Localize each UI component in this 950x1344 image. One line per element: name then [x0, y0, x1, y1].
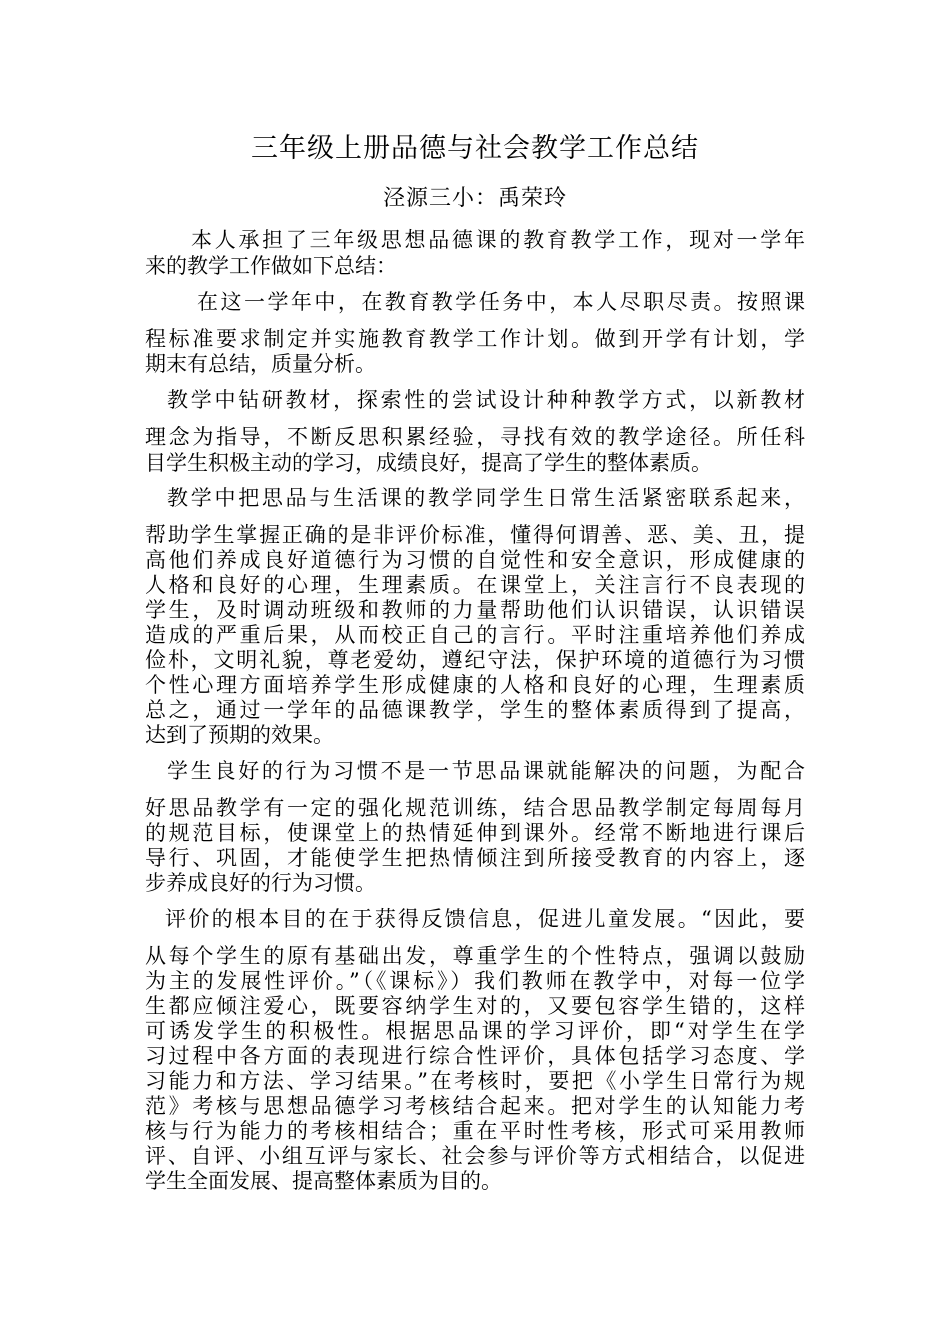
paragraph-research-line: 目学生积极主动的学习，成绩良好，提高了学生的整体素质。 [145, 451, 712, 475]
paragraph-habits-line: 导行、巩固，才能使学生把热情倾注到所接受教育的内容上，逐 [145, 846, 805, 870]
paragraph-evaluation-line: 评、自评、小组互评与家长、社会参与评价等方式相结合，以促进 [145, 1144, 805, 1168]
paragraph-research-line: 教学中钻研教材，探索性的尝试设计种种教学方式，以新教材 [167, 388, 805, 412]
paragraph-life-connection-line: 帮助学生掌握正确的是非评价标准，懂得何谓善、恶、美、丑，提 [145, 523, 805, 547]
paragraph-evaluation-line: 习能力和方法、学习结果。”在考核时，要把《小学生日常行为规 [145, 1069, 805, 1093]
paragraph-research-line: 理念为指导，不断反思积累经验，寻找有效的教学途径。所任科 [145, 425, 805, 449]
paragraph-life-connection-line: 学生，及时调动班级和教师的力量帮助他们认识错误，认识错误 [145, 598, 805, 622]
paragraph-evaluation-line: 生都应倾注爱心，既要容纳学生对的，又要包容学生错的，这样 [145, 994, 805, 1018]
paragraph-life-connection-line: 人格和良好的心理，生理素质。在课堂上，关注言行不良表现的 [145, 573, 805, 597]
paragraph-life-connection-line: 教学中把思品与生活课的教学同学生日常生活紧密联系起来， [167, 486, 805, 510]
paragraph-life-connection-line: 造成的严重后果，从而校正自己的言行。平时注重培养他们养成 [145, 623, 805, 647]
paragraph-life-connection-line: 俭朴，文明礼貌，尊老爱幼，遵纪守法，保护环境的道德行为习惯 [145, 648, 805, 672]
paragraph-planning-line: 程标准要求制定并实施教育教学工作计划。做到开学有计划，学 [145, 327, 805, 351]
paragraph-habits-line: 好思品教学有一定的强化规范训练，结合思品教学制定每周每月 [145, 796, 805, 820]
paragraph-evaluation-line: 学生全面发展、提高整体素质为目的。 [145, 1169, 502, 1193]
paragraph-planning-line: 在这一学年中，在教育教学任务中，本人尽职尽责。按照课 [197, 290, 805, 314]
paragraph-intro-line: 来的教学工作做如下总结： [145, 254, 397, 278]
paragraph-planning-line: 期末有总结，质量分析。 [145, 352, 376, 376]
document-title: 三年级上册品德与社会教学工作总结 [251, 133, 699, 164]
paragraph-evaluation-line: 范》考核与思想品德学习考核结合起来。把对学生的认知能力考 [145, 1094, 805, 1118]
paragraph-habits-line: 学生良好的行为习惯不是一节思品课就能解决的问题，为配合 [167, 759, 805, 783]
paragraph-evaluation-line: 为主的发展性评价。”（《课标》）我们教师在教学中，对每一位学 [145, 969, 805, 993]
paragraph-evaluation-line: 核与行为能力的考核相结合；重在平时性考核，形式可采用教师 [145, 1119, 805, 1143]
paragraph-evaluation-line: 可诱发学生的积极性。根据思品课的学习评价，即“对学生在学 [145, 1019, 805, 1043]
paragraph-habits-line: 的规范目标，使课堂上的热情延伸到课外。经常不断地进行课后 [145, 821, 805, 845]
paragraph-life-connection-line: 高他们养成良好道德行为习惯的自觉性和安全意识，形成健康的 [145, 548, 805, 572]
paragraph-habits-line: 步养成良好的行为习惯。 [145, 871, 376, 895]
paragraph-life-connection-line: 个性心理方面培养学生形成健康的人格和良好的心理，生理素质 [145, 673, 805, 697]
paragraph-evaluation-line: 习过程中各方面的表现进行综合性评价，具体包括学习态度、学 [145, 1044, 805, 1068]
paragraph-intro-line: 本人承担了三年级思想品德课的教育教学工作，现对一学年 [191, 228, 805, 252]
paragraph-life-connection-line: 总之，通过一学年的品德课教学，学生的整体素质得到了提高， [145, 698, 805, 722]
document-author: 泾源三小：禹荣玲 [382, 186, 567, 211]
paragraph-evaluation-line: 评价的根本目的在于获得反馈信息，促进儿童发展。“因此，要 [165, 907, 805, 931]
paragraph-evaluation-line: 从每个学生的原有基础出发，尊重学生的个性特点，强调以鼓励 [145, 944, 805, 968]
paragraph-life-connection-line: 达到了预期的效果。 [145, 723, 334, 747]
